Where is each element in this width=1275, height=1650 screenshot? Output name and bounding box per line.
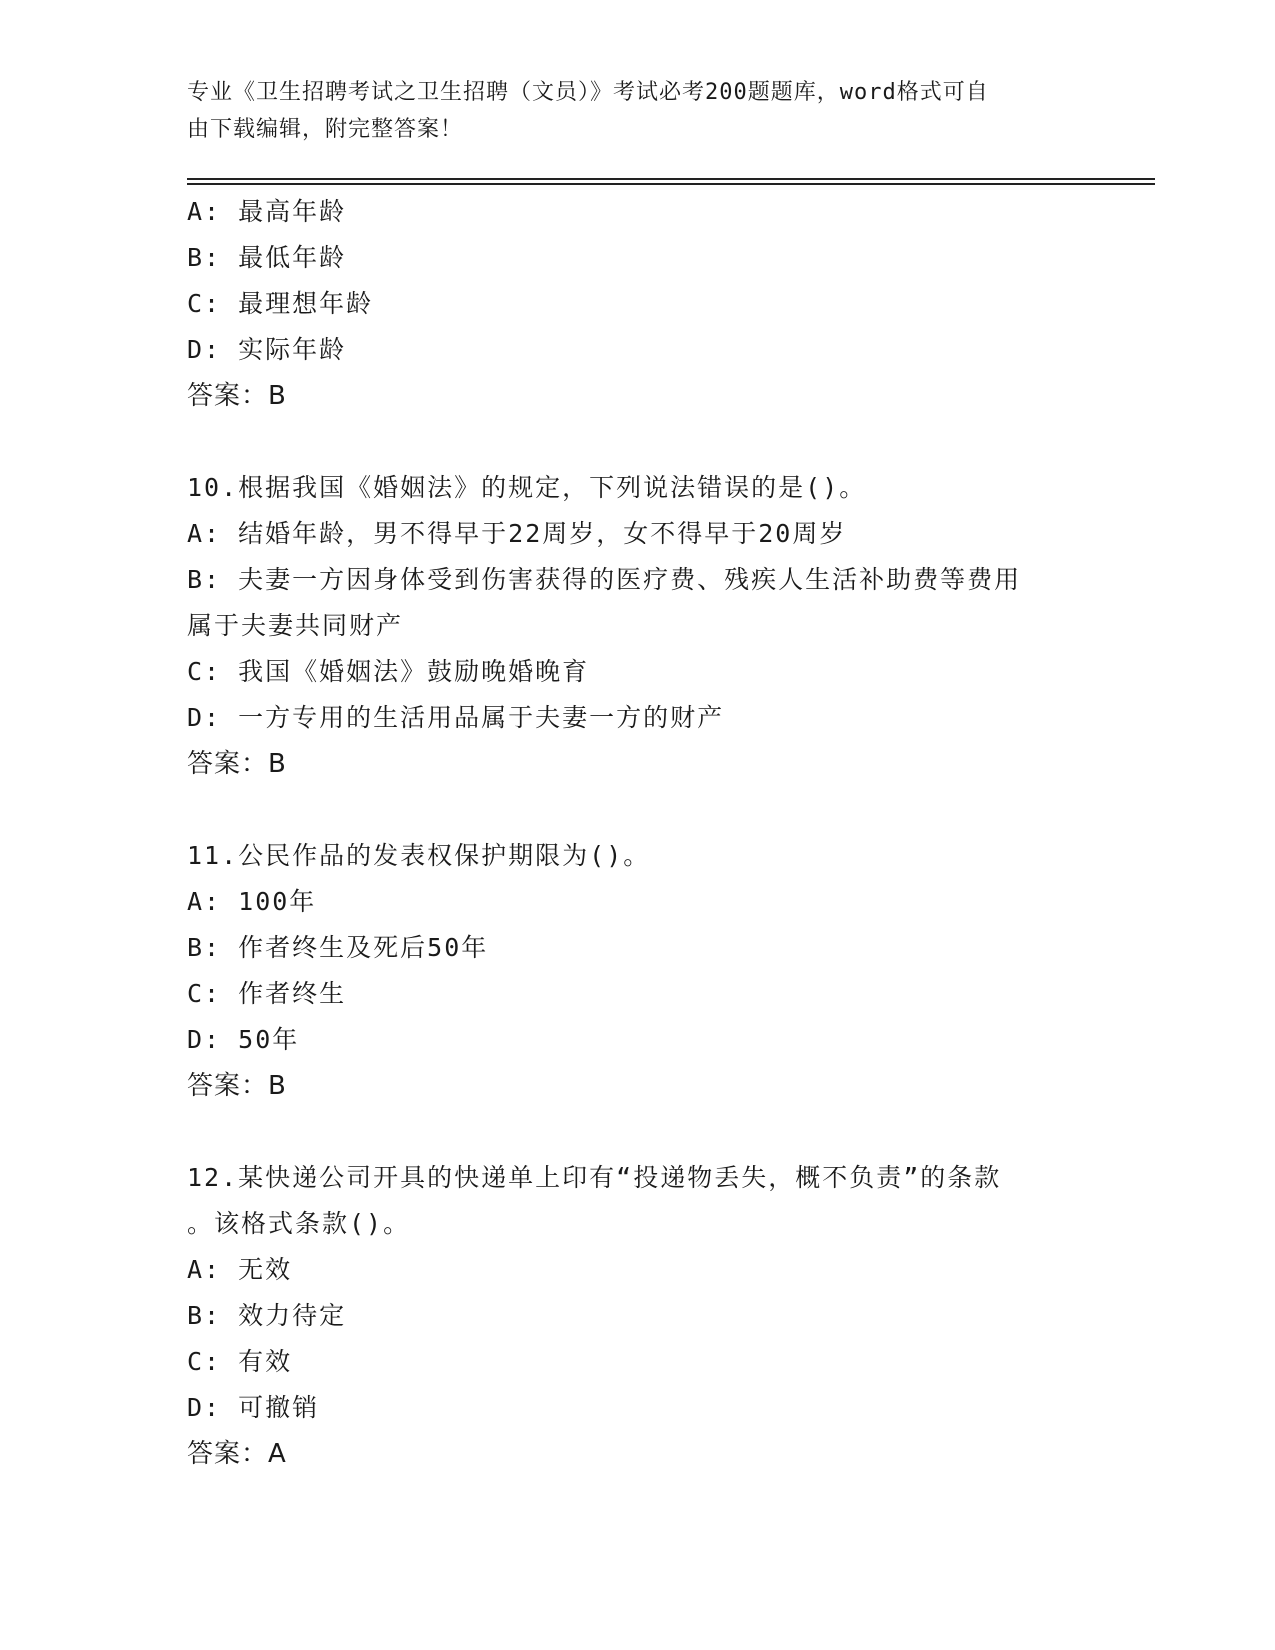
question-11 bbox=[187, 833, 1087, 1109]
option-b: B: 最低年龄 bbox=[187, 243, 347, 272]
question-12 bbox=[187, 1155, 1087, 1477]
option-a: A: 无效 bbox=[187, 1255, 293, 1284]
option-b: B: 效力待定 bbox=[187, 1301, 347, 1330]
header-line-1: 专业《卫生招聘考试之卫生招聘（文员）》考试必考200题题库，word格式可自 bbox=[187, 80, 989, 105]
option-c: C: 最理想年龄 bbox=[187, 289, 374, 318]
question-stem: 10.根据我国《婚姻法》的规定，下列说法错误的是()。 bbox=[187, 473, 867, 502]
answer: 答案：B bbox=[187, 1071, 287, 1101]
question-stem-continued: 。该格式条款()。 bbox=[187, 1209, 411, 1238]
option-b: B: 作者终生及死后50年 bbox=[187, 933, 489, 962]
question-list bbox=[187, 189, 1087, 1477]
header-divider-bottom bbox=[187, 183, 1155, 185]
answer: 答案：A bbox=[187, 1439, 287, 1469]
option-c: C: 有效 bbox=[187, 1347, 293, 1376]
option-a: A: 最高年龄 bbox=[187, 197, 347, 226]
option-c: C: 我国《婚姻法》鼓励晚婚晚育 bbox=[187, 657, 590, 686]
question-10 bbox=[187, 465, 1087, 787]
header-divider-top bbox=[187, 178, 1155, 180]
option-d: D: 实际年龄 bbox=[187, 335, 347, 364]
header-line-2: 由下载编辑，附完整答案！ bbox=[187, 117, 464, 142]
option-b: B: 夫妻一方因身体受到伤害获得的医疗费、残疾人生活补助费等费用 bbox=[187, 565, 1022, 594]
option-d: D: 可撤销 bbox=[187, 1393, 320, 1422]
option-d: D: 一方专用的生活用品属于夫妻一方的财产 bbox=[187, 703, 725, 732]
question-stem: 12.某快递公司开具的快递单上印有“投递物丢失，概不负责”的条款 bbox=[187, 1163, 1002, 1192]
answer: 答案：B bbox=[187, 381, 287, 411]
option-d: D: 50年 bbox=[187, 1025, 300, 1054]
document-header bbox=[187, 74, 1067, 148]
option-b-continued: 属于夫妻共同财产 bbox=[187, 611, 404, 640]
option-a: A: 结婚年龄，男不得早于22周岁，女不得早于20周岁 bbox=[187, 519, 847, 548]
option-c: C: 作者终生 bbox=[187, 979, 347, 1008]
question-9 bbox=[187, 189, 1087, 419]
answer: 答案：B bbox=[187, 749, 287, 779]
question-stem: 11.公民作品的发表权保护期限为()。 bbox=[187, 841, 651, 870]
option-a: A: 100年 bbox=[187, 887, 317, 916]
